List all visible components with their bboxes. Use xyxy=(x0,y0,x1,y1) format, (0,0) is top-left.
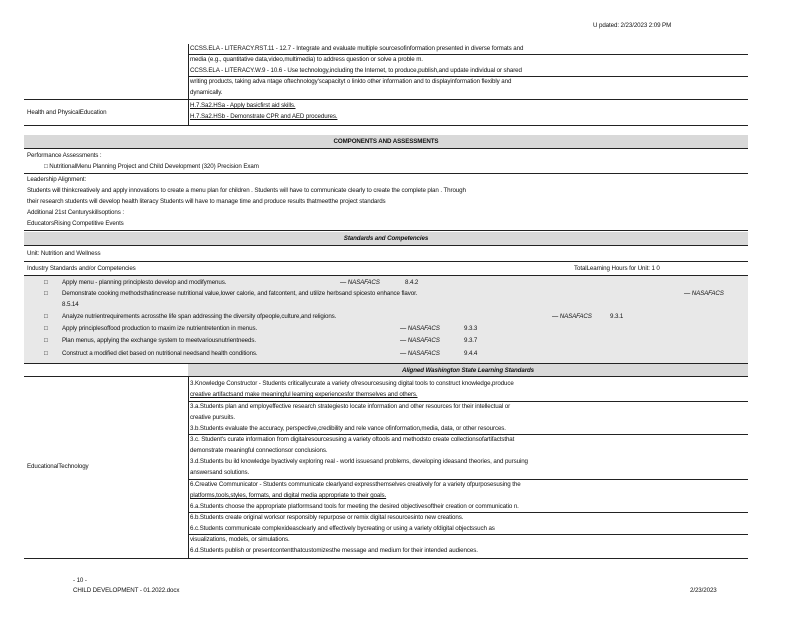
edtech-line: demonstrate meaningful connectionsor conclusions. xyxy=(190,447,328,454)
edtech-line: 6.Creative Communicator - Students communicate clearlyand expressthemselves creatively for a variety ofpurposesusing the xyxy=(190,481,521,488)
edtech-line: 3.Knowledge Constructor - Students criticallycurate a variety ofresourcesusing digital tools to construct knowledge,produce xyxy=(190,380,514,387)
industry-label: Industry Standards and/or Competencies xyxy=(27,265,136,272)
edtech-line: 3.d.Students bu ild knowledge byactively exploring real - world issuesand problems, developing ideasand theories, and pursuing xyxy=(190,458,528,465)
checkbox-icon: □ xyxy=(44,290,48,297)
competency-code: 9.3.1 xyxy=(610,313,624,320)
additional-value: EducatorsRising Competitive Events xyxy=(27,220,124,227)
edtech-line: answersand solutions. xyxy=(190,469,250,476)
document-name: CHILD DEVELOPMENT - 01.2022.docx xyxy=(73,587,180,594)
leadership-text: their research students will develop health literacy Students will have to manage time and produce results thatmeetthe project standards xyxy=(27,198,386,205)
competency-code: 9.3.7 xyxy=(464,337,478,344)
competency-text: Demonstrate cooking methodsthatincrease nutritional value,lower calorie, and fatcontent, and utilize herbsand spicesto enhance flavor. xyxy=(62,290,418,297)
health-label: Health and PhysicalEducation xyxy=(27,109,107,116)
edtech-label: EducationalTechnology xyxy=(27,463,89,470)
unit-label: Unit: Nutrition and Wellness xyxy=(27,250,101,257)
checkbox-icon: □ xyxy=(44,337,48,344)
performance-label: Performance Assessments : xyxy=(27,152,102,159)
competency-source: — NASAFACS xyxy=(400,337,440,344)
checkbox-icon: □ xyxy=(44,350,48,357)
competency-text: Apply principlesoffood production to maxim ize nutrientretention in menus. xyxy=(62,325,258,332)
standard-line: dynamically. xyxy=(190,89,223,96)
checkbox-icon: □ xyxy=(44,313,48,320)
edtech-line: 3.a.Students plan and employeffective research strategiesto locate information and other resources for their intellectual or xyxy=(190,403,511,410)
leadership-text: Students will thinkcreatively and apply innovations to create a menu plan for children . Students will have to communicate clearly to create the complete plan . Through xyxy=(27,187,466,194)
checkbox-icon: □ xyxy=(44,279,48,286)
performance-item: □ NutritionalMenu Planning Project and Child Development (320) Precision Exam xyxy=(44,163,259,170)
competency-text: Plan menus, applying the exchange system to meetvariousnutrientneeds. xyxy=(62,337,256,344)
edtech-line: creative pursuits. xyxy=(190,414,235,421)
updated-timestamp: U pdated: 2/23/2023 2:09 PM xyxy=(593,22,672,29)
standards-header: Standards and Competencies xyxy=(343,235,429,242)
competency-text: Analyze nutrientrequirements acrossthe life span addressing the diversity ofpeople,culture,and religions. xyxy=(62,313,337,320)
leadership-label: Leadership Alignment: xyxy=(27,176,87,183)
competency-source: — NASAFACS xyxy=(400,325,440,332)
page-number: - 10 - xyxy=(73,577,87,584)
standard-line: media (e.g., quantitative data,video,multimedia) to address question or solve a proble m. xyxy=(190,56,423,63)
standard-line: writing products, taking adva ntage oftechnology'scapacityt o linkto other information and to displayinformation flexibly and xyxy=(190,78,512,85)
competency-code: 8.4.2 xyxy=(405,279,419,286)
competency-source: — NASAFACS xyxy=(684,290,724,297)
edtech-line: 6.b.Students create original worksor responsibly repurpose or remix digital resourcesinto new creations. xyxy=(190,514,464,521)
edtech-line: platforms,tools,styles, formats, and digital media appropriate to their goals. xyxy=(190,492,387,499)
edtech-line: 3.c. Student's curate information from digitalresourcesusing a variety oftools and methodsto create collectionsofartifactsthat xyxy=(190,436,515,443)
competency-code: 9.3.3 xyxy=(464,325,478,332)
edtech-line: 3.b.Students evaluate the accuracy, perspective,credibility and rele vance ofinformation,media, data, or other resources. xyxy=(190,425,506,432)
total-learning-hours: TotalLearning Hours for Unit: 1 0 xyxy=(574,265,660,272)
additional-label: Additional 21st Centuryskillsoptions : xyxy=(27,209,124,216)
edtech-line: 6.c.Students communicate complexideasclearly and effectively bycreating or using a variety ofdigital objectssuch as xyxy=(190,525,495,532)
aligned-header: Aligned Washington State Learning Standards xyxy=(401,367,535,374)
competency-code: 8.5.14 xyxy=(62,301,79,308)
edtech-line: creative artifactsand make meaningful learning experiencesfor themselves and others. xyxy=(190,391,418,398)
health-standard: H.7.Sa2.HSb - Demonstrate CPR and AED procedures. xyxy=(190,113,338,120)
competency-text: Construct a modified diet based on nutritional needsand health conditions. xyxy=(62,350,258,357)
edtech-line: 6.d.Students publish or presentcontentthatcustomizesthe message and medium for their intended audiences. xyxy=(190,547,478,554)
components-header: COMPONENTS AND ASSESSMENTS xyxy=(333,138,439,145)
edtech-line: visualizations, models, or simulations. xyxy=(190,536,290,543)
standard-line: CCSS.ELA - LITERACY.W.9 - 10.6 - Use technology,including the Internet, to produce,publish,and update individual or shared xyxy=(190,67,522,74)
competency-code: 9.4.4 xyxy=(464,350,478,357)
health-standard: H.7.Sa2.HSa - Apply basicfirst aid skills. xyxy=(190,102,296,109)
competency-source: — NASAFACS xyxy=(340,279,380,286)
standard-line: CCSS.ELA - LITERACY.RST.11 - 12.7 - Integrate and evaluate multiple sourcesofinformation presented in diverse formats and xyxy=(190,45,524,52)
edtech-line: 6.a.Students choose the appropriate platformsand tools for meeting the desired objectivesoftheir creation or communicatio n. xyxy=(190,503,519,510)
competency-source: — NASAFACS xyxy=(552,313,592,320)
checkbox-icon: □ xyxy=(44,325,48,332)
footer-date: 2/23/2023 xyxy=(690,587,717,594)
competency-source: — NASAFACS xyxy=(400,350,440,357)
competency-text: Apply menu - planning principlesto develop and modifymenus. xyxy=(62,279,227,286)
